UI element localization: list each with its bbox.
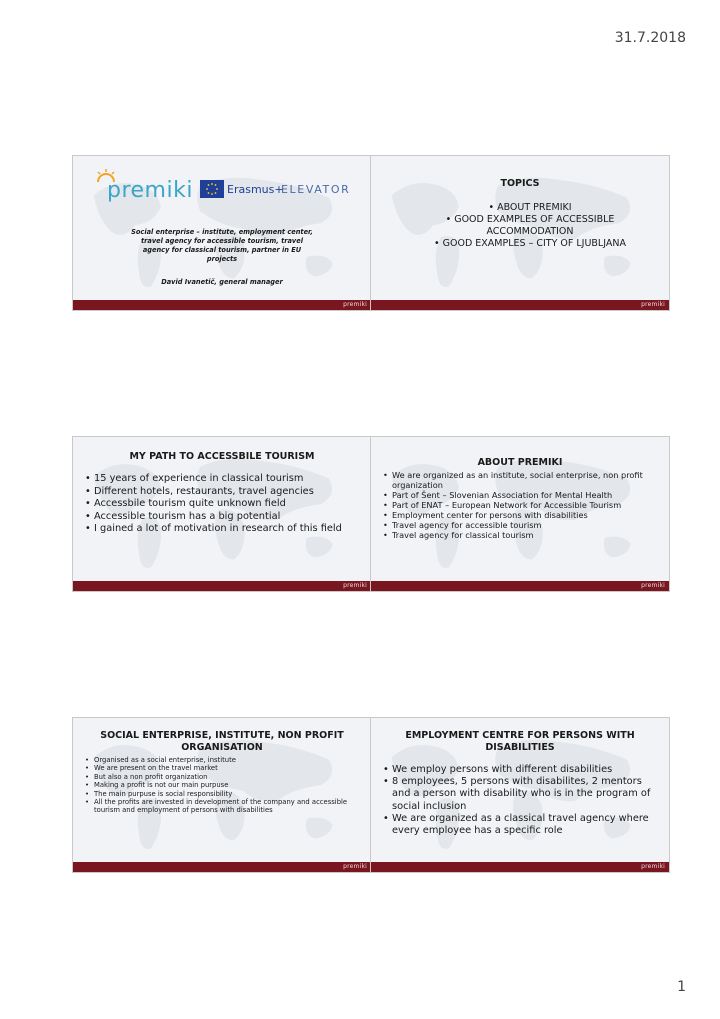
list-item: • But also a non profit organization [85, 773, 361, 781]
slide-heading: TOPICS [500, 178, 540, 189]
footer-logo: premiki [343, 582, 367, 589]
eu-flag-icon [200, 180, 224, 198]
slide-footer [73, 862, 371, 872]
erasmus-logo: Erasmus+ [227, 183, 284, 196]
social-enterprise-list [85, 756, 361, 815]
list-item: • We are organized as an institute, social enterprise, non profit organization [383, 470, 661, 490]
footer-logo: premiki [641, 582, 665, 589]
list-item: • GOOD EXAMPLES – CITY OF LJUBLJANA [401, 238, 659, 250]
about-list [383, 470, 661, 540]
list-item: • Part of ENAT – European Network for Accessible Tourism [383, 500, 661, 510]
slide-heading: SOCIAL ENTERPRISE, INSTITUTE, NON PROFIT ORGANISATION [100, 730, 344, 753]
footer-logo: premiki [641, 863, 665, 870]
slide-about-premiki [370, 436, 670, 592]
list-item: • Making a profit is not our main purpuse [85, 781, 361, 789]
list-item: • We are organized as a classical travel agency where every employee has a specific role [383, 813, 659, 837]
list-item: • Accessible tourism has a big potential [85, 511, 363, 524]
list-item: • Accessbile tourism quite unknown field [85, 498, 363, 511]
logos-row [95, 166, 365, 206]
list-item: • The main purpuse is social responsibility [85, 790, 361, 798]
list-item: • All the profits are invested in development of the company and accessible tourism and employment of persons with disabilities [85, 798, 361, 815]
path-list [85, 473, 363, 536]
elevator-logo: ELEVATOR [281, 183, 351, 196]
page-date: 31.7.2018 [614, 30, 686, 46]
slide-footer [371, 300, 669, 310]
slide-footer [371, 581, 669, 591]
slide-employment-centre [370, 717, 670, 873]
slide-social-enterprise [72, 717, 372, 873]
page-number: 1 [677, 979, 686, 995]
list-item: • Part of Šent – Slovenian Association for Mental Health [383, 490, 661, 500]
slide-my-path [72, 436, 372, 592]
organisation-description: Social enterprise – institute, employment center, travel agency for accessible tourism, travel agency for classical tourism, partner in EU projects [131, 228, 313, 263]
slide-footer [73, 581, 371, 591]
author-line: David Ivanetič, general manager [161, 278, 283, 286]
list-item: • 15 years of experience in classical tourism [85, 473, 363, 486]
list-item: • I gained a lot of motivation in research of this field [85, 523, 363, 536]
slide-title [72, 155, 372, 311]
list-item: • Different hotels, restaurants, travel agencies [85, 486, 363, 499]
employment-list [383, 764, 659, 837]
list-item: • Travel agency for accessible tourism [383, 520, 661, 530]
premiki-logo: premiki [107, 178, 193, 203]
footer-logo: premiki [343, 863, 367, 870]
list-item: • Organised as a social enterprise, institute [85, 756, 361, 764]
slide-heading: EMPLOYMENT CENTRE FOR PERSONS WITH DISABILITIES [405, 730, 635, 753]
list-item: • Travel agency for classical tourism [383, 530, 661, 540]
list-item: • 8 employees, 5 persons with disabilites, 2 mentors and a person with disability who is in the program of social inclusion [383, 776, 659, 813]
footer-logo: premiki [641, 301, 665, 308]
slide-topics [370, 155, 670, 311]
footer-logo: premiki [343, 301, 367, 308]
slide-footer [73, 300, 371, 310]
list-item: • We employ persons with different disabilities [383, 764, 659, 776]
slide-heading: MY PATH TO ACCESSBILE TOURISM [129, 451, 315, 462]
list-item: • GOOD EXAMPLES OF ACCESSIBLE ACCOMMODATION [401, 214, 659, 238]
list-item: • Employment center for persons with disabilities [383, 510, 661, 520]
list-item: • ABOUT PREMIKI [401, 202, 659, 214]
slide-heading: ABOUT PREMIKI [477, 457, 563, 468]
slide-footer [371, 862, 669, 872]
list-item: • We are present on the travel market [85, 764, 361, 772]
topics-list [401, 202, 659, 250]
